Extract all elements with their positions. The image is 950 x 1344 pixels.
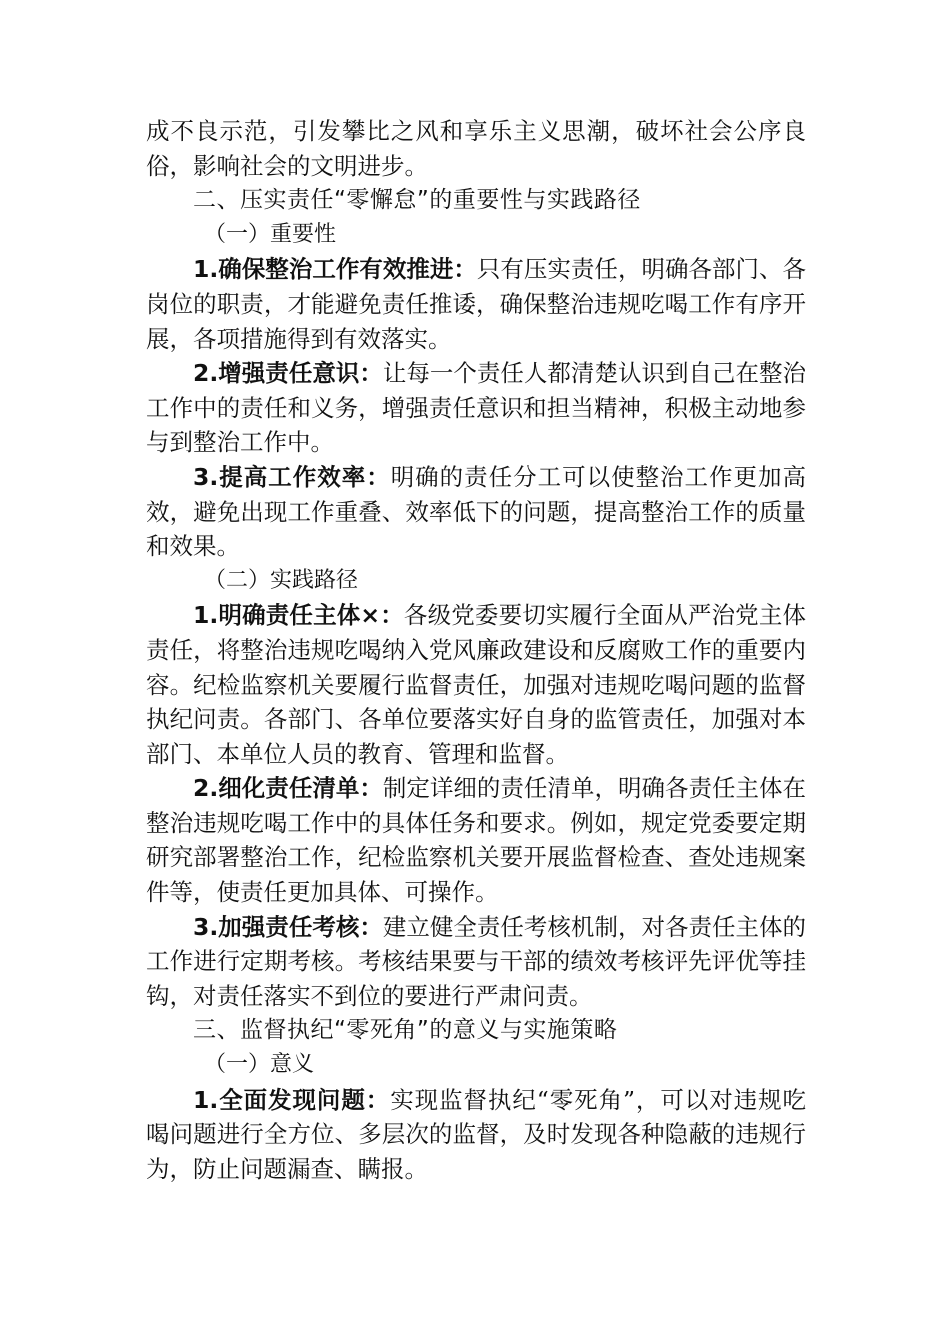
item-text: 只有压实责任，明确各部门、各岗位的职责，才能避免责任推诿，确保整治违规吃喝工作有序开展，各项措施得到有效落实。: [146, 255, 807, 353]
item-lead: 2.增强责任意识：: [193, 359, 383, 388]
item-lead: 3.提高工作效率：: [193, 462, 391, 491]
item-lead: 1.明确责任主体×：: [193, 601, 404, 630]
section-2-heading: 二、压实责任“零懈怠”的重要性与实践路径: [193, 187, 641, 214]
item-lead: 3.加强责任考核：: [193, 912, 383, 941]
document-page: [146, 114, 806, 1186]
item-text: 让每一个责任人都清楚认识到自己在整治工作中的责任和义务，增强责任意识和担当精神，积极主动地参与到整治工作中。: [146, 359, 807, 457]
item-text: 建立健全责任考核机制，对各责任主体的工作进行定期考核。考核结果要与干部的绩效考核评先评优等挂钩，对责任落实不到位的要进行严肃问责。: [146, 912, 807, 1010]
list-item: [146, 771, 806, 909]
list-item: [146, 252, 806, 356]
section-3-sub-1-heading: （一）意义: [204, 1052, 315, 1078]
item-text: 制定详细的责任清单，明确各责任主体在整治违规吃喝工作中的具体任务和要求。例如，规定党委要定期研究部署整治工作，纪检监察机关要开展监督检查、查处违规案件等，使责任更加具体、可操作。: [146, 774, 807, 907]
item-lead: 1.全面发现问题：: [193, 1085, 391, 1114]
item-text: 各级党委要切实履行全面从严治党主体责任，将整治违规吃喝纳入党风廉政建设和反腐败工作的重要内容。纪检监察机关要履行监督责任，加强对违规吃喝问题的监督执纪问责。各部门、各单位要落实好自身的监管责任，加强对本部门、本单位人员的教育、管理和监督。: [146, 601, 806, 768]
item-lead: 1.确保整治工作有效推进：: [193, 255, 477, 284]
item-text: 明确的责任分工可以使整治工作更加高效，避免出现工作重叠、效率低下的问题，提高整治工作的质量和效果。: [146, 462, 806, 561]
list-item: [146, 910, 806, 1014]
section-2-sub-2-heading: （二）实践路径: [204, 567, 359, 593]
list-item: [146, 1083, 806, 1187]
item-lead: 2.细化责任清单：: [193, 774, 383, 803]
list-item: [146, 356, 806, 460]
section-3-heading: 三、监督执纪“零死角”的意义与实施策略: [193, 1017, 618, 1044]
list-item: [146, 598, 806, 771]
item-text: 实现监督执纪“零死角”，可以对违规吃喝问题进行全方位、多层次的监督，及时发现各种隐蔽的违规行为，防止问题漏查、瞒报。: [146, 1085, 806, 1183]
list-item: [146, 460, 806, 564]
intro-paragraph: 成不良示范，引发攀比之风和享乐主义思潮，破坏社会公序良俗，影响社会的文明进步。: [146, 117, 806, 180]
section-2-sub-1-heading: （一）重要性: [204, 221, 337, 247]
